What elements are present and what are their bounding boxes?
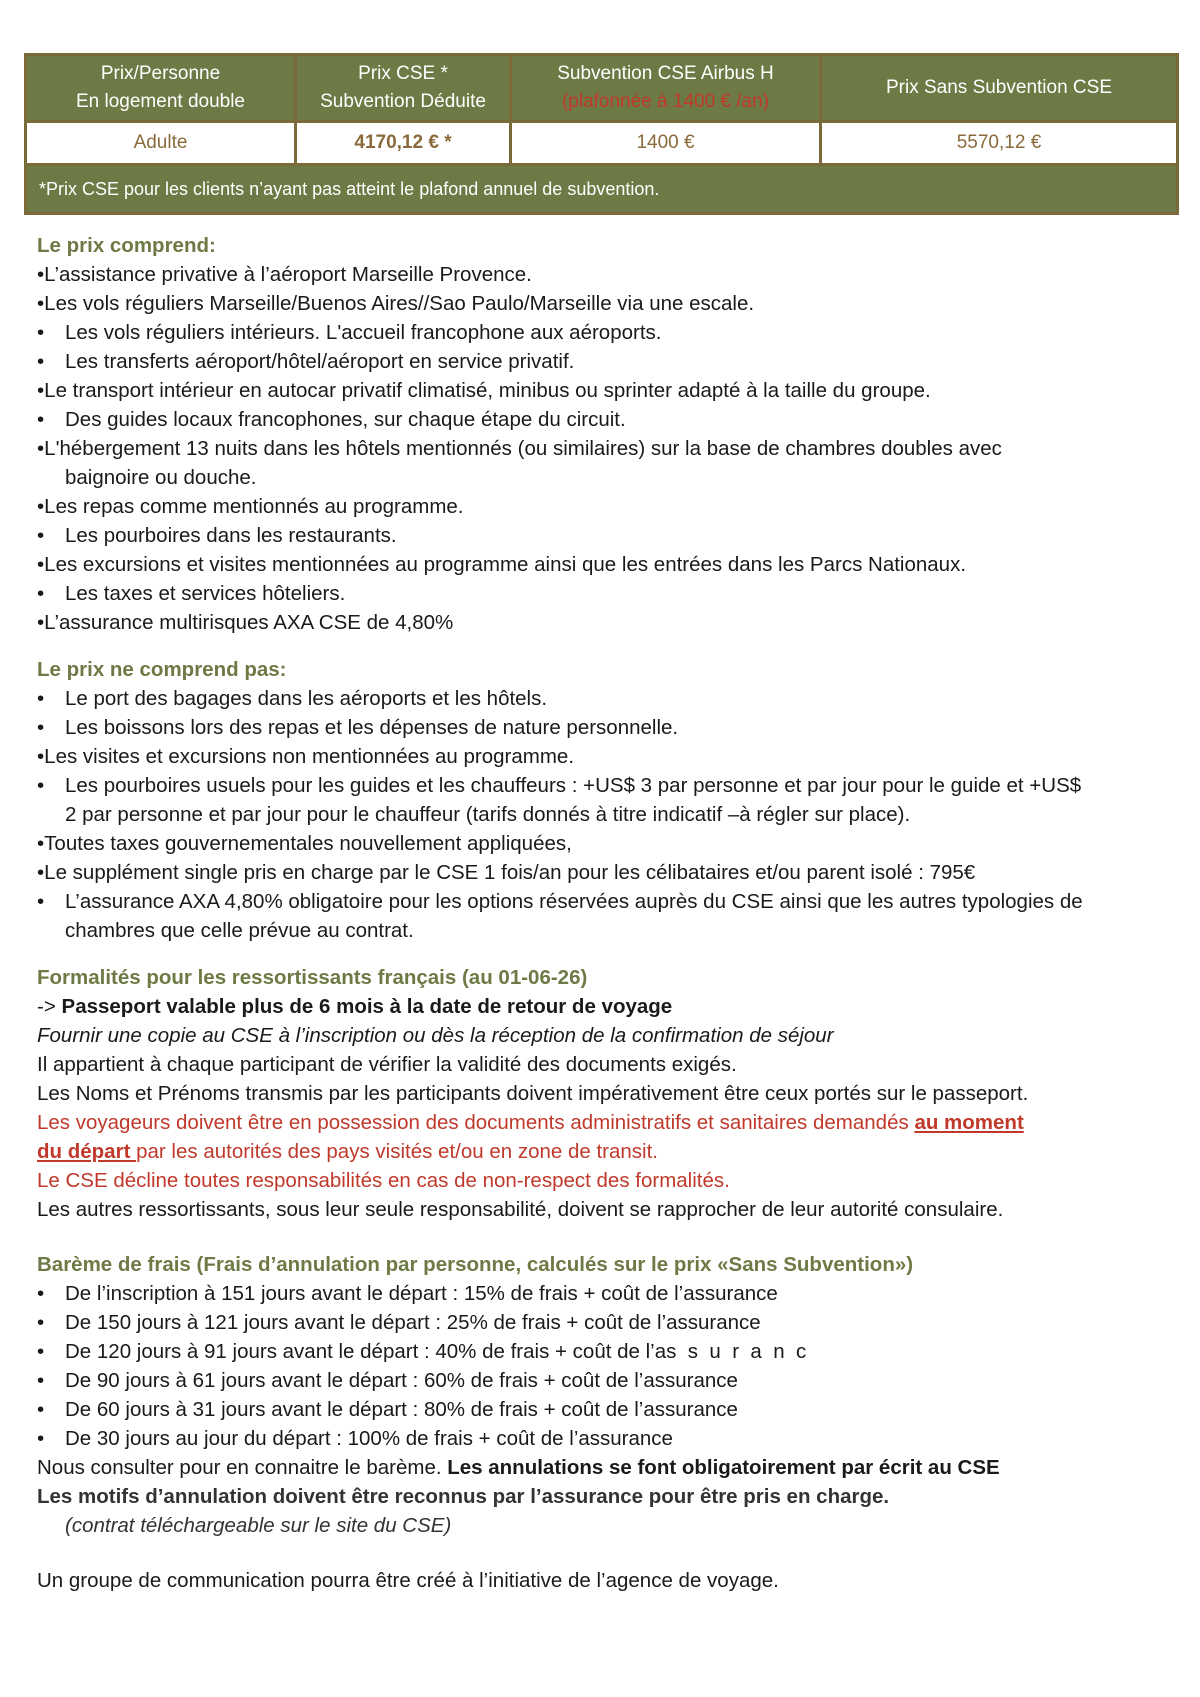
list-item: •Les visites et excursions non mentionnées au programme. — [37, 745, 575, 768]
list-item-text: Les taxes et services hôteliers. — [65, 582, 346, 605]
formalites-line: Les Noms et Prénoms transmis par les participants doivent impérativement être ceux portés sur le passeport. — [37, 1082, 1029, 1105]
spacer — [37, 637, 1167, 655]
bullet-icon: • — [37, 1427, 45, 1450]
list-item: •Les excursions et visites mentionnées au programme ainsi que les entrées dans les Parcs Nationaux. — [37, 553, 967, 576]
list-ne-comprend — [37, 684, 1167, 945]
bullet-icon: • — [37, 321, 45, 344]
table-header-row — [26, 55, 1178, 122]
list-item — [37, 1395, 1167, 1424]
bullet-icon: • — [37, 716, 45, 739]
cell-sans-subvention: 5570,12 € — [821, 122, 1178, 165]
spacer — [37, 1224, 1167, 1250]
header-prix-personne — [26, 55, 296, 122]
warning-line — [37, 1137, 1167, 1166]
list-item — [37, 347, 1167, 376]
table-note-row — [26, 165, 1178, 214]
list-item-text: Les transferts aéroport/hôtel/aéroport en service privatif. — [65, 350, 575, 373]
list-item — [37, 1366, 1167, 1395]
list-item — [37, 1308, 1167, 1337]
list-bareme — [37, 1279, 1167, 1453]
list-item: •Les vols réguliers Marseille/Buenos Aires//Sao Paulo/Marseille via une escale. — [37, 292, 755, 315]
list-item-text: De 150 jours à 121 jours avant le départ : 25% de frais + coût de l’assurance — [65, 1311, 761, 1334]
motifs-line: Les motifs d’annulation doivent être reconnus par l’assurance pour être pris en charge. — [37, 1485, 890, 1508]
consult-text: Nous consulter pour en connaitre le barème. — [37, 1456, 448, 1479]
cell-type-adulte: Adulte — [26, 122, 296, 165]
header-subvention-line1: Subvention CSE Airbus H — [557, 63, 774, 84]
list-item — [37, 1279, 1167, 1308]
list-item-text: Les vols réguliers intérieurs. L'accueil francophone aux aéroports. — [65, 321, 662, 344]
price-table — [24, 53, 1179, 215]
bullet-icon: • — [37, 350, 45, 373]
content — [37, 231, 1167, 1595]
list-item — [37, 521, 1167, 550]
cell-prix-cse: 4170,12 € * — [296, 122, 511, 165]
section-title-formalites: Formalités pour les ressortissants français (au 01-06-26) — [37, 966, 588, 989]
spacer — [37, 945, 1167, 963]
header-prix-personne-line1: Prix/Personne — [100, 63, 221, 84]
bullet-icon: • — [37, 524, 45, 547]
section-title-bareme: Barème de frais (Frais d’annulation par personne, calculés sur le prix «Sans Subvention») — [37, 1253, 914, 1276]
warning-line — [37, 1108, 1167, 1137]
arrow-text: -> — [37, 995, 56, 1018]
warning-text: Les voyageurs doivent être en possession des documents administratifs et sanitaires demandés — [37, 1111, 915, 1134]
footer-line: Un groupe de communication pourra être créé à l’initiative de l’agence de voyage. — [37, 1569, 779, 1592]
passport-requirement: Passeport valable plus de 6 mois à la date de retour de voyage — [61, 995, 673, 1018]
list-item — [37, 318, 1167, 347]
list-item-text: De l’inscription à 151 jours avant le départ : 15% de frais + coût de l’assurance — [65, 1282, 778, 1305]
list-item: •L'hébergement 13 nuits dans les hôtels mentionnés (ou similaires) sur la base de chambres doubles avec — [37, 437, 1002, 460]
bullet-icon: • — [37, 1369, 45, 1392]
bullet-icon: • — [37, 408, 45, 431]
list-item-text: Le port des bagages dans les aéroports et les hôtels. — [65, 687, 548, 710]
list-item — [37, 405, 1167, 434]
list-item: •Toutes taxes gouvernementales nouvellement appliquées, — [37, 832, 572, 855]
list-item-text: De 30 jours au jour du départ : 100% de frais + coût de l’assurance — [65, 1427, 673, 1450]
list-item: •Le transport intérieur en autocar privatif climatisé, minibus ou sprinter adapté à la taille du groupe. — [37, 379, 931, 402]
list-item-text: De 120 jours à 91 jours avant le départ : 40% de frais + coût de l’as s u r a n c — [65, 1340, 807, 1363]
list-item — [37, 579, 1167, 608]
warning-emphasis: au moment — [914, 1111, 1024, 1134]
consult-line — [37, 1453, 1167, 1482]
bullet-icon: • — [37, 890, 45, 913]
list-item: •Le supplément single pris en charge par le CSE 1 fois/an pour les célibataires et/ou parent isolé : 795€ — [37, 861, 976, 884]
list-item-text: Les boissons lors des repas et les dépenses de nature personnelle. — [65, 716, 679, 739]
list-item-text: Les pourboires dans les restaurants. — [65, 524, 397, 547]
header-prix-cse-line1: Prix CSE * — [358, 63, 448, 84]
header-prix-personne-line2: En logement double — [75, 91, 245, 112]
bullet-icon: • — [37, 687, 45, 710]
list-item-continuation: 2 par personne et par jour pour le chauffeur (tarifs donnés à titre indicatif –à régler sur place). — [65, 803, 911, 826]
bullet-icon: • — [37, 582, 45, 605]
list-item — [37, 713, 1167, 742]
consult-emphasis: Les annulations se font obligatoirement par écrit au CSE — [447, 1456, 1000, 1479]
header-subvention-plafond: (plafonnée à 1400 € /an) — [561, 91, 770, 112]
bullet-icon: • — [37, 774, 45, 797]
list-item-text: De 90 jours à 61 jours avant le départ : 60% de frais + coût de l’assurance — [65, 1369, 738, 1392]
list-item: •L’assistance privative à l’aéroport Marseille Provence. — [37, 263, 532, 286]
contrat-line: (contrat téléchargeable sur le site du CSE) — [65, 1514, 452, 1537]
table-note: *Prix CSE pour les clients n’ayant pas atteint le plafond annuel de subvention. — [26, 165, 1178, 214]
list-comprend — [37, 260, 1167, 637]
section-title-ne-comprend: Le prix ne comprend pas: — [37, 658, 287, 681]
formalites-line: Les autres ressortissants, sous leur seule responsabilité, doivent se rapprocher de leur autorité consulaire. — [37, 1198, 1004, 1221]
header-sans-subvention: Prix Sans Subvention CSE — [821, 55, 1178, 122]
spacer — [37, 1540, 1167, 1566]
list-item — [37, 1424, 1167, 1453]
warning-emphasis: du départ — [37, 1140, 137, 1163]
header-prix-cse — [296, 55, 511, 122]
bullet-icon: • — [37, 1340, 45, 1363]
list-item — [37, 887, 1167, 916]
cell-subvention: 1400 € — [511, 122, 821, 165]
warning-text: par les autorités des pays visités et/ou en zone de transit. — [136, 1140, 658, 1163]
bullet-icon: • — [37, 1311, 45, 1334]
table-row — [26, 122, 1178, 165]
header-subvention — [511, 55, 821, 122]
list-item-text: L’assurance AXA 4,80% obligatoire pour les options réservées auprès du CSE ainsi que les autres typologies de — [65, 890, 1083, 913]
list-item-text: De 60 jours à 31 jours avant le départ : 80% de frais + coût de l’assurance — [65, 1398, 738, 1421]
bullet-icon: • — [37, 1282, 45, 1305]
list-item — [37, 771, 1167, 800]
list-item — [37, 1337, 1167, 1366]
list-item — [37, 684, 1167, 713]
formalites-line: Il appartient à chaque participant de vérifier la validité des documents exigés. — [37, 1053, 737, 1076]
list-item: •Les repas comme mentionnés au programme. — [37, 495, 464, 518]
copie-line: Fournir une copie au CSE à l’inscription ou dès la réception de la confirmation de séjour — [37, 1024, 834, 1047]
list-item-continuation: chambres que celle prévue au contrat. — [65, 919, 414, 942]
header-prix-cse-line2: Subvention Déduite — [320, 91, 486, 112]
passport-line — [37, 992, 1167, 1021]
warning-line: Le CSE décline toutes responsabilités en cas de non-respect des formalités. — [37, 1169, 730, 1192]
list-item: •L’assurance multirisques AXA CSE de 4,80% — [37, 611, 454, 634]
list-item-text: Des guides locaux francophones, sur chaque étape du circuit. — [65, 408, 626, 431]
list-item-continuation: baignoire ou douche. — [65, 466, 257, 489]
section-title-comprend: Le prix comprend: — [37, 234, 216, 257]
bullet-icon: • — [37, 1398, 45, 1421]
list-item-text: Les pourboires usuels pour les guides et les chauffeurs : +US$ 3 par personne et par jour pour le guide et +US$ — [65, 774, 1082, 797]
